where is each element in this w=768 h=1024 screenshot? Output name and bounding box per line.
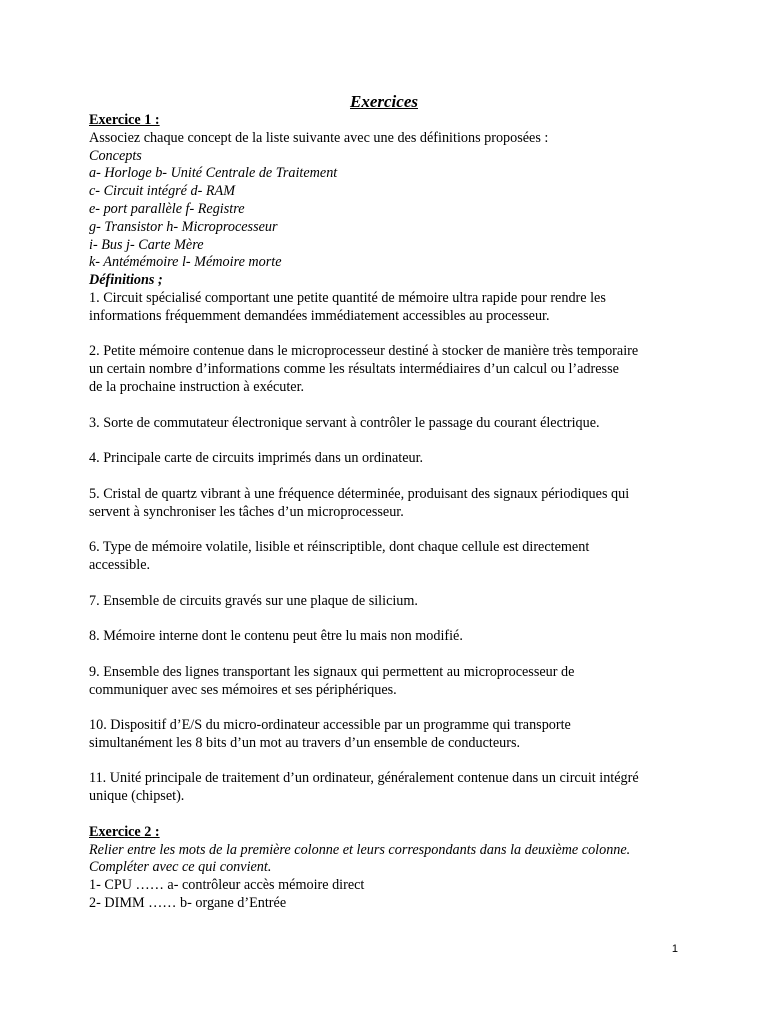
definition-line: 10. Dispositif d’E/S du micro-ordinateur accessible par un programme qui transporte	[89, 717, 571, 734]
definition-line: un certain nombre d’informations comme les résultats intermédiaires d’un calcul ou l’adresse	[89, 361, 619, 378]
definition-line: 7. Ensemble de circuits gravés sur une plaque de silicium.	[89, 592, 418, 609]
definition-10	[89, 717, 689, 753]
concept-line: g- Transistor h- Microprocesseur	[89, 218, 278, 235]
definition-line: 2. Petite mémoire contenue dans le microprocesseur destiné à stocker de manière très temporaire	[89, 343, 639, 360]
definition-3	[89, 415, 689, 433]
definition-line: de la prochaine instruction à exécuter.	[89, 378, 305, 395]
definition-line: servent à synchroniser les tâches d’un microprocesseur.	[89, 503, 404, 520]
concepts-label: Concepts	[89, 147, 142, 164]
definition-line: 6. Type de mémoire volatile, lisible et réinscriptible, dont chaque cellule est directement	[89, 539, 590, 556]
document-body	[89, 112, 689, 913]
definition-4	[89, 450, 689, 468]
definition-line: 4. Principale carte de circuits imprimés dans un ordinateur.	[89, 450, 424, 467]
concept-line: i- Bus j- Carte Mère	[89, 236, 204, 253]
concept-line: c- Circuit intégré d- RAM	[89, 183, 236, 200]
definition-line: 11. Unité principale de traitement d’un ordinateur, généralement contenue dans un circuit intégré	[89, 770, 639, 787]
definition-line: 1. Circuit spécialisé comportant une petite quantité de mémoire ultra rapide pour rendre les	[89, 289, 606, 306]
page-number: 1	[671, 943, 678, 955]
definition-line: informations fréquemment demandées immédiatement accessibles au processeur.	[89, 307, 550, 324]
definitions-label: Définitions ;	[89, 272, 163, 289]
definition-6	[89, 539, 689, 575]
exercise-1-instruction: Associez chaque concept de la liste suivante avec une des définitions proposées :	[89, 129, 549, 146]
exercise-2	[89, 824, 689, 913]
concept-line: a- Horloge b- Unité Centrale de Traitement	[89, 165, 338, 182]
exercise-2-heading: Exercice 2 :	[89, 823, 160, 840]
exercise-2-instruction: Relier entre les mots de la première colonne et leurs correspondants dans la deuxième colonne.	[89, 841, 631, 858]
definition-5	[89, 486, 689, 522]
definition-line: 8. Mémoire interne dont le contenu peut être lu mais non modifié.	[89, 628, 463, 645]
exercise-2-instruction: Compléter avec ce qui convient.	[89, 859, 272, 876]
definition-11	[89, 770, 689, 806]
definition-line: 5. Cristal de quartz vibrant à une fréquence déterminée, produisant des signaux périodiques qui	[89, 485, 630, 502]
page-title: Exercices	[350, 92, 418, 111]
definition-2	[89, 343, 689, 396]
definition-7	[89, 593, 689, 611]
definition-8	[89, 628, 689, 646]
definition-line: simultanément les 8 bits d’un mot au travers d’un ensemble de conducteurs.	[89, 734, 521, 751]
definition-line: communiquer avec ses mémoires et ses périphériques.	[89, 681, 397, 698]
concept-line: k- Antémémoire l- Mémoire morte	[89, 254, 282, 271]
definition-line: 9. Ensemble des lignes transportant les signaux qui permettent au microprocesseur de	[89, 663, 575, 680]
pair-line: 2- DIMM …… b- organe d’Entrée	[89, 895, 287, 912]
definition-1	[89, 290, 689, 326]
definition-line: 3. Sorte de commutateur électronique servant à contrôler le passage du courant électrique.	[89, 414, 600, 431]
definition-9	[89, 664, 689, 700]
concept-line: e- port parallèle f- Registre	[89, 200, 245, 217]
definition-line: accessible.	[89, 556, 151, 573]
definition-line: unique (chipset).	[89, 788, 185, 805]
exercise-1-heading: Exercice 1 :	[89, 112, 160, 128]
pair-line: 1- CPU …… a- contrôleur accès mémoire direct	[89, 877, 365, 894]
